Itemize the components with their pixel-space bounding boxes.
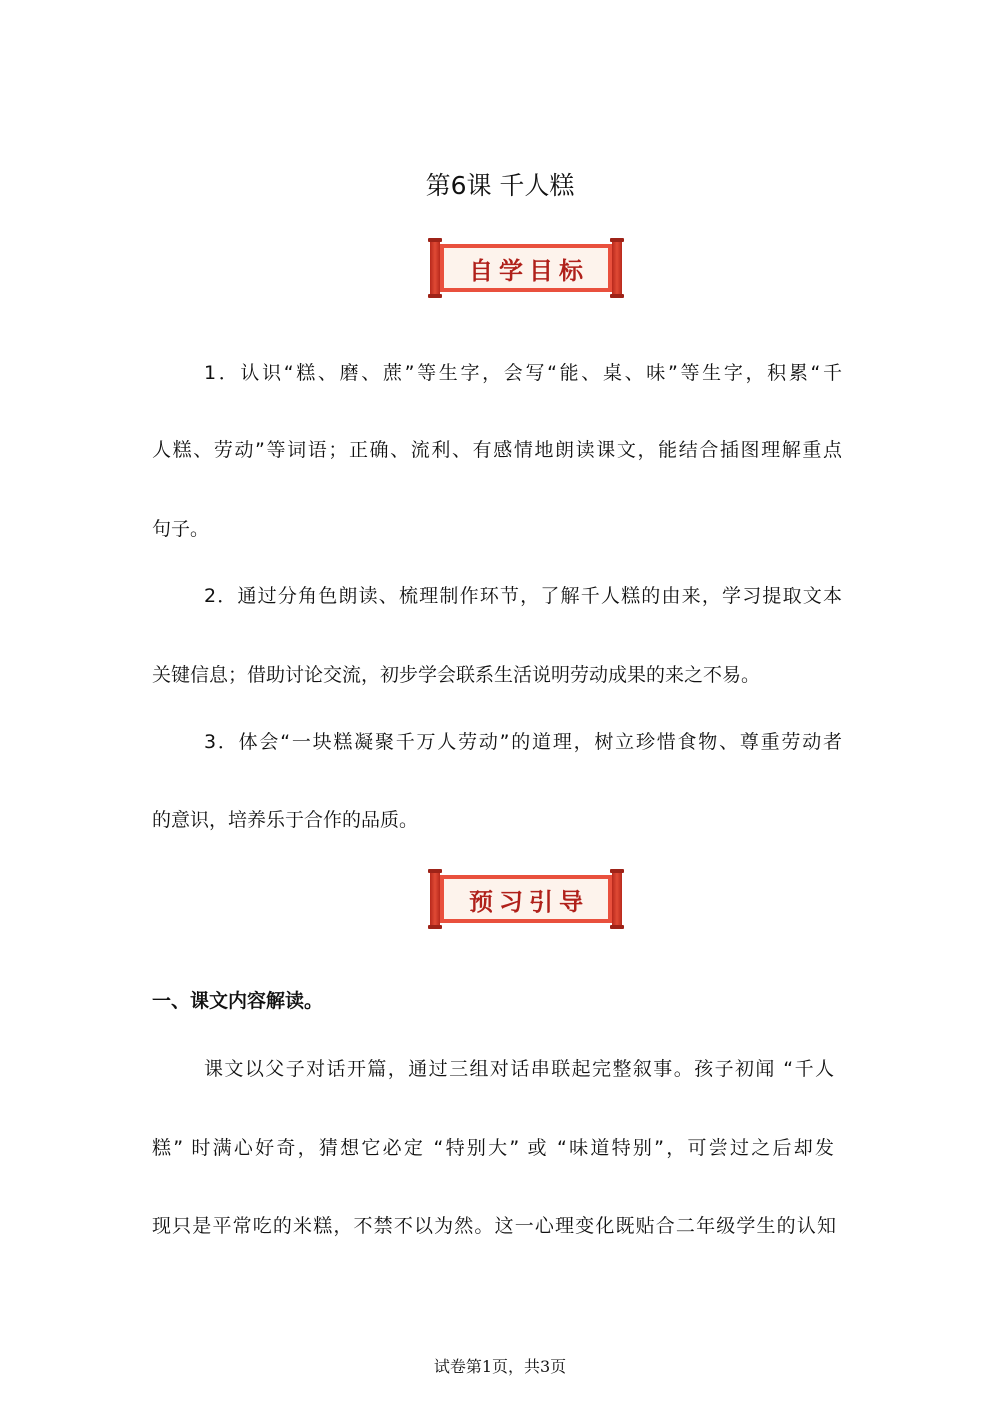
goal-line: 关键信息；借助讨论交流，初步学会联系生活说明劳动成果的来之不易。 bbox=[152, 664, 761, 686]
body-line: 现只是平常吃的米糕，不禁不以为然。这一心理变化既贴合二年级学生的认知 bbox=[152, 1215, 836, 1237]
scroll-paper bbox=[440, 244, 612, 292]
goal-line: 2．通过分角色朗读、梳理制作环节，了解千人糕的由来，学习提取文本 bbox=[204, 585, 842, 607]
goal-line: 3．体会“一块糕凝聚千万人劳动”的道理，树立珍惜食物、尊重劳动者 bbox=[204, 731, 842, 753]
body-line: 糕” 时满心好奇，猜想它必定 “特别大” 或 “味道特别”，可尝过之后却发 bbox=[152, 1137, 834, 1159]
scroll-rod-left bbox=[430, 240, 440, 296]
banner-label: 自学目标 bbox=[444, 248, 608, 288]
page-footer: 试卷第1页，共3页 bbox=[433, 1357, 567, 1376]
banner-label: 预习引导 bbox=[444, 879, 608, 919]
goal-line: 1．认识“糕、磨、蔗”等生字，会写“能、桌、味”等生字，积累“千 bbox=[204, 362, 842, 384]
goal-line: 句子。 bbox=[152, 518, 210, 540]
body-line: 课文以父子对话开篇，通过三组对话串联起完整叙事。孩子初闻 “千人 bbox=[204, 1058, 834, 1080]
page-title: 第6课 千人糕 bbox=[425, 171, 575, 200]
banner-self-study bbox=[430, 240, 622, 296]
scroll-rod-left bbox=[430, 871, 440, 927]
section-heading: 一、课文内容解读。 bbox=[152, 990, 324, 1012]
goal-line: 人糕、劳动”等词语；正确、流利、有感情地朗读课文，能结合插图理解重点 bbox=[152, 439, 842, 461]
scroll-paper bbox=[440, 875, 612, 923]
scroll-rod-right bbox=[612, 240, 622, 296]
goal-line: 的意识，培养乐于合作的品质。 bbox=[152, 809, 419, 831]
scroll-rod-right bbox=[612, 871, 622, 927]
banner-preview bbox=[430, 871, 622, 927]
